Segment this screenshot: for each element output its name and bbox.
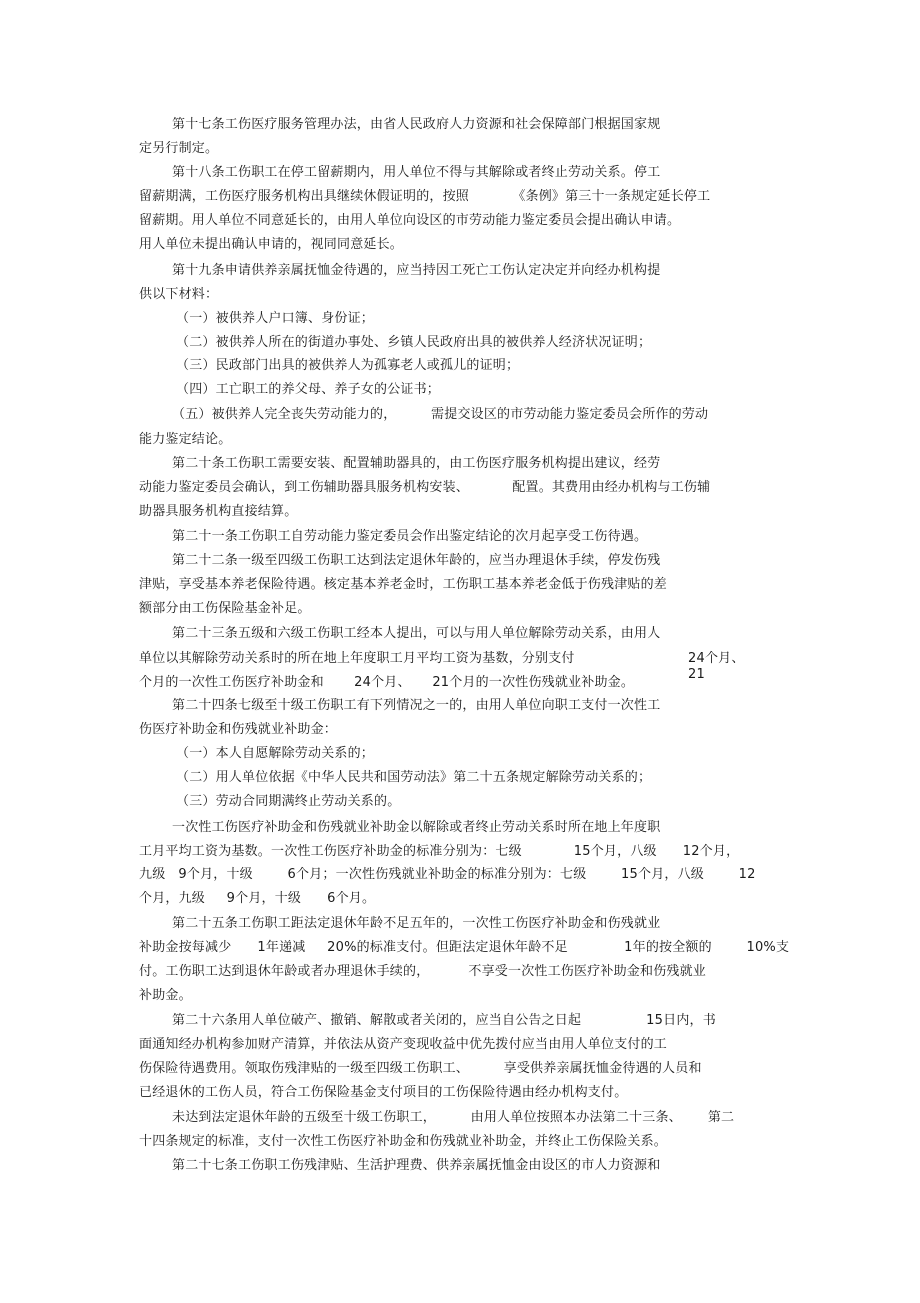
text-line: （二）被供养人所在的街道办事处、乡镇人民政府出具的被供养人经济状况证明；: [176, 335, 652, 350]
text-line: 用人单位未提出确认申请的，视同同意延长。: [139, 237, 404, 252]
text-line: 24个月、: [688, 651, 745, 666]
text-line: 个月的一次性工伤医疗补助金和 24个月、 21个月的一次性伤残就业补助金。: [139, 675, 635, 690]
text-line: 伤保险待遇费用。领取伤残津贴的一级至四级工伤职工、 享受供养亲属抚恤金待遇的人员和: [139, 1061, 702, 1076]
text-line: （一）本人自愿解除劳动关系的；: [176, 746, 375, 761]
text-line: 第二十五条工伤职工距法定退休年龄不足五年的，一次性工伤医疗补助金和伤残就业: [172, 916, 661, 931]
text-line: （二）用人单位依据《中华人民共和国劳动法》第二十五条规定解除劳动关系的；: [176, 770, 652, 785]
text-line: 工月平均工资为基数。一次性工伤医疗补助金的标准分别为：七级 15个月，八级 12个月，: [139, 844, 740, 859]
text-line: 第二十七条工伤职工伤残津贴、生活护理费、供养亲属抚恤金由设区的市人力资源和: [172, 1158, 661, 1173]
text-line: 定另行制定。: [139, 141, 219, 156]
text-line: （三）民政部门出具的被供养人为孤寡老人或孤儿的证明；: [176, 358, 520, 373]
text-line: 第二十四条七级至十级工伤职工有下列情况之一的，由用人单位向职工支付一次性工: [172, 698, 661, 713]
text-line: （三）劳动合同期满终止劳动关系的。: [176, 794, 401, 809]
text-line: 九级 9个月，十级 6个月；一次性伤残就业补助金的标准分别为：七级 15个月，八级 12: [139, 867, 756, 882]
text-line: 留薪期满，工伤医疗服务机构出具继续休假证明的，按照 《条例》第三十一条规定延长停工: [139, 189, 711, 204]
text-line: 已经退休的工伤人员，符合工伤保险基金支付项目的工伤保险待遇由经办机构支付。: [139, 1085, 628, 1100]
text-line: 第二十条工伤职工需要安装、配置辅助器具的，由工伤医疗服务机构提出建议，经劳: [172, 456, 661, 471]
text-line: 补助金按每减少 1年递减 20%的标准支付。但距法定退休年龄不足 1年的按全额的 10%支: [139, 940, 790, 955]
text-line: 付。工伤职工达到退休年龄或者办理退休手续的， 不享受一次性工伤医疗补助金和伤残就业: [139, 964, 706, 979]
text-line: 补助金。: [139, 988, 192, 1003]
text-line: 十四条规定的标准，支付一次性工伤医疗补助金和伤残就业补助金，并终止工伤保险关系。: [139, 1134, 668, 1149]
text-line: （一）被供养人户口簿、身份证；: [176, 311, 375, 326]
text-line: （四）工亡职工的养父母、养子女的公证书；: [176, 382, 441, 397]
text-line: 额部分由工伤保险基金补足。: [139, 601, 311, 616]
text-line: 第十八条工伤职工在停工留薪期内，用人单位不得与其解除或者终止劳动关系。停工: [172, 165, 661, 180]
text-line: 第二十二条一级至四级工伤职工达到法定退休年龄的，应当办理退休手续，停发伤残: [172, 553, 661, 568]
text-line: 未达到法定退休年龄的五级至十级工伤职工， 由用人单位按照本办法第二十三条、 第二: [172, 1110, 735, 1125]
text-line: 21: [688, 667, 705, 682]
text-line: 第十七条工伤医疗服务管理办法，由省人民政府人力资源和社会保障部门根据国家规: [172, 117, 661, 132]
text-line: 一次性工伤医疗补助金和伤残就业补助金以解除或者终止劳动关系时所在地上年度职: [172, 820, 661, 835]
text-line: 助器具服务机构直接结算。: [139, 504, 298, 519]
text-line: 能力鉴定结论。: [139, 432, 232, 447]
text-line: 津贴，享受基本养老保险待遇。核定基本养老金时，工伤职工基本养老金低于伤残津贴的差: [139, 577, 668, 592]
text-line: 面通知经办机构参加财产清算，并依法从资产变现收益中优先拨付应当由用人单位支付的工: [139, 1037, 668, 1052]
text-line: 第二十六条用人单位破产、撤销、解散或者关闭的，应当自公告之日起 15日内，书: [172, 1013, 716, 1028]
text-line: 动能力鉴定委员会确认，到工伤辅助器具服务机构安装、 配置。其费用由经办机构与工伤辅: [139, 480, 711, 495]
text-line: 第二十三条五级和六级工伤职工经本人提出，可以与用人单位解除劳动关系，由用人: [172, 626, 661, 641]
text-line: 伤医疗补助金和伤残就业补助金：: [139, 722, 338, 737]
text-line: 单位以其解除劳动关系时的所在地上年度职工月平均工资为基数，分别支付: [139, 651, 575, 666]
text-line: 留薪期。用人单位不同意延长的，由用人单位向设区的市劳动能力鉴定委员会提出确认申请。: [139, 213, 681, 228]
text-line: 第十九条申请供养亲属抚恤金待遇的，应当持因工死亡工伤认定决定并向经办机构提: [172, 263, 661, 278]
text-line: 供以下材料：: [139, 287, 219, 302]
text-line: 个月，九级 9个月，十级 6个月。: [139, 891, 376, 906]
text-line: 第二十一条工伤职工自劳动能力鉴定委员会作出鉴定结论的次月起享受工伤待遇。: [172, 529, 648, 544]
text-line: （五）被供养人完全丧失劳动能力的， 需提交设区的市劳动能力鉴定委员会所作的劳动: [172, 407, 709, 422]
